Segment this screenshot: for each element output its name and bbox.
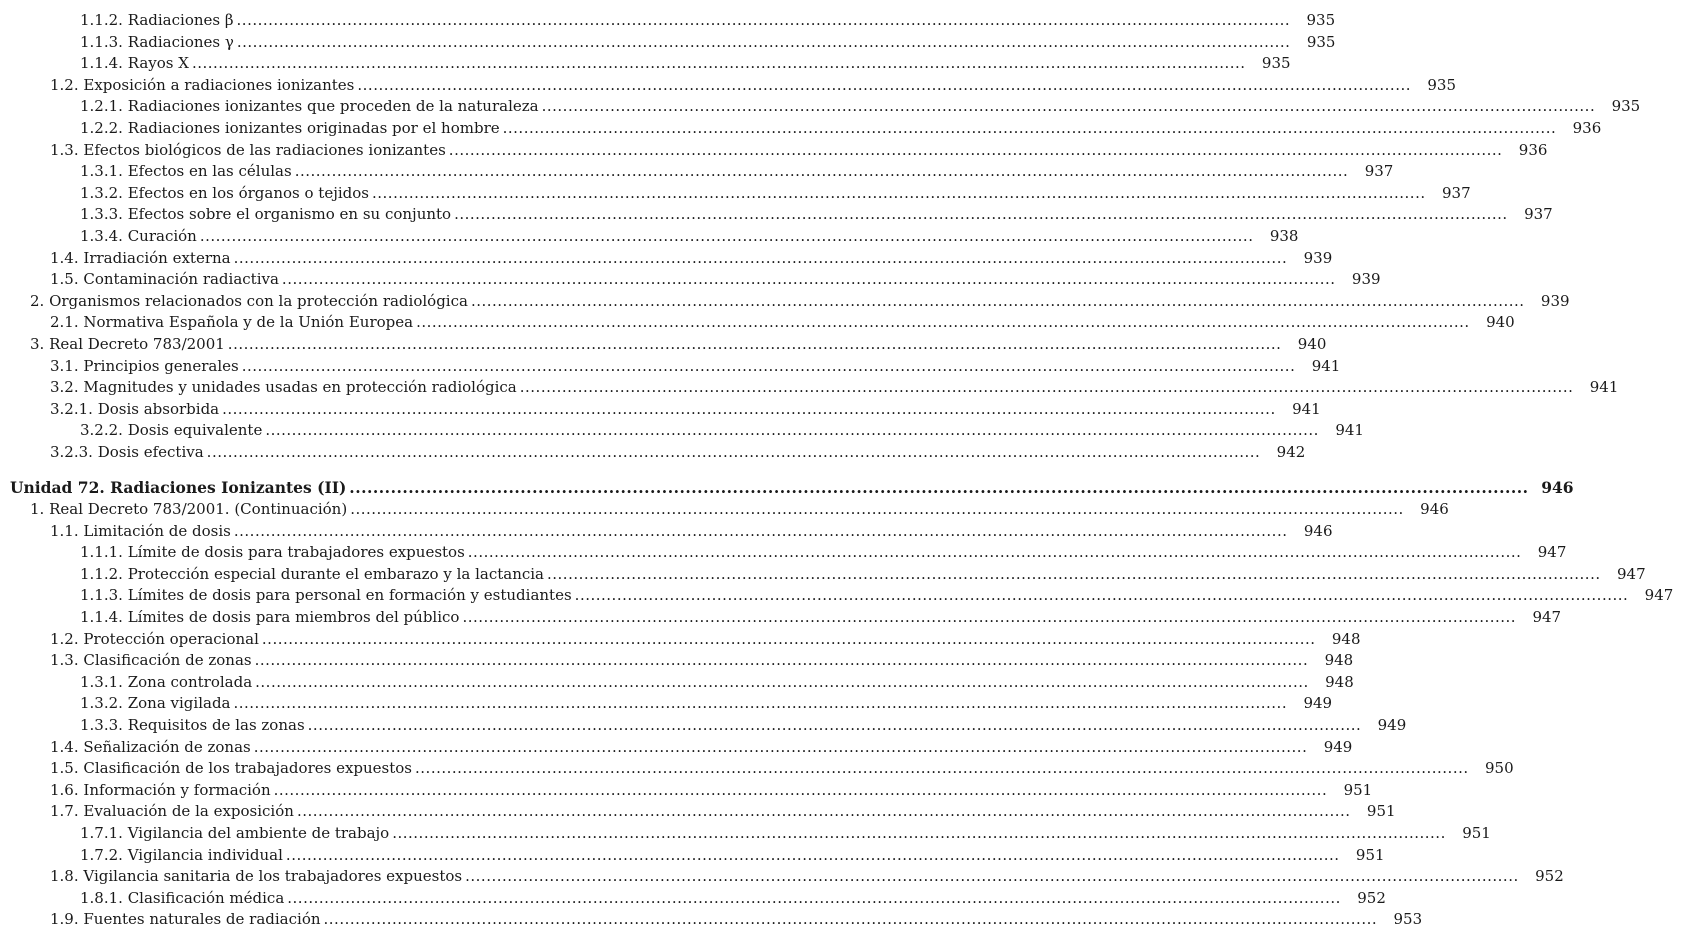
toc-entry: [0, 823, 1491, 845]
dot-leader: [542, 96, 1596, 118]
toc-entry-title: 3.2.1. Dosis absorbida: [50, 399, 220, 418]
toc-page-number: 935: [1261, 54, 1291, 73]
toc-entry: [0, 53, 1291, 75]
dot-leader: [415, 758, 1469, 780]
dot-leader: [392, 823, 1446, 845]
toc-page-number: 940: [1297, 334, 1327, 353]
toc-page-number: 942: [1276, 442, 1306, 461]
toc-page-number: 946: [1541, 478, 1574, 498]
toc-page-number: 941: [1311, 356, 1341, 375]
dot-leader: [237, 32, 1291, 54]
toc-entry-title: 1.1.1. Límite de dosis para trabajadores expuestos: [80, 543, 465, 562]
dot-leader: [503, 118, 1557, 140]
toc-entry: [0, 312, 1515, 334]
toc-entry-title: 1.1.3. Límites de dosis para personal en formación y estudiantes: [80, 586, 572, 605]
toc-entry-title: 1.6. Información y formación: [50, 780, 271, 799]
dot-leader: [308, 715, 1362, 737]
toc-entry-title: 3.2.2. Dosis equivalente: [80, 421, 263, 440]
toc-entry: [0, 291, 1570, 313]
toc-page-number: 935: [1306, 11, 1336, 29]
toc-entry-title: 1.1.4. Límites de dosis para miembros del público: [80, 608, 460, 627]
dot-leader: [237, 10, 1291, 32]
toc-page-number: 941: [1292, 399, 1321, 418]
toc-page-number: 948: [1325, 672, 1354, 691]
toc-page-number: 951: [1462, 823, 1491, 842]
dot-leader: [547, 564, 1601, 586]
toc-entry-title: 1.3.3. Requisitos de las zonas: [80, 716, 305, 734]
toc-page-number: 947: [1644, 586, 1674, 605]
dot-leader: [282, 269, 1336, 291]
dot-leader: [234, 248, 1288, 270]
toc-page-number: 936: [1518, 140, 1548, 159]
toc-entry: [0, 248, 1333, 270]
toc-entry-title: 1.1.2. Radiaciones β: [80, 11, 234, 29]
toc-entry: [0, 585, 1674, 607]
toc-page-number: 949: [1323, 737, 1353, 756]
toc-page-number: 952: [1357, 888, 1386, 907]
unit-heading-entry: [0, 477, 1574, 499]
toc-page-number: 939: [1303, 248, 1333, 267]
toc-page-number: 947: [1616, 564, 1646, 583]
toc-entry-title: 3.2. Magnitudes y unidades usadas en protección radiológica: [50, 378, 517, 397]
toc-entry-title: 1.1. Limitación de dosis: [50, 521, 231, 540]
toc-entry: [0, 161, 1394, 183]
toc-page-number: 936: [1572, 118, 1602, 137]
toc-entry: [0, 118, 1602, 140]
toc-entry-title: 1.3.4. Curación: [80, 226, 197, 245]
toc-entry-title: 1.4. Señalización de zonas: [50, 737, 251, 756]
toc-page-number: 952: [1535, 867, 1564, 886]
toc-entry-title: 1.7.2. Vigilancia individual: [80, 845, 283, 864]
dot-leader: [520, 377, 1574, 399]
toc-page-number: 935: [1427, 75, 1457, 94]
toc-entry-title: 1.7.1. Vigilancia del ambiente de trabajo: [80, 823, 390, 842]
toc-entry-title: 1.8. Vigilancia sanitaria de los trabajadores expuestos: [50, 867, 463, 886]
dot-leader: [357, 75, 1411, 97]
toc-entry-title: 1. Real Decreto 783/2001. (Continuación): [30, 500, 348, 519]
toc-entry-title: 1.4. Irradiación externa: [50, 248, 231, 267]
toc-entry-title: 1.2. Protección operacional: [50, 629, 259, 648]
dot-leader: [262, 629, 1316, 651]
toc-page-number: 948: [1324, 651, 1354, 670]
toc-page-number: 949: [1377, 716, 1407, 734]
toc-page-number: 951: [1343, 780, 1373, 799]
toc-entry: [0, 269, 1381, 291]
dot-leader: [192, 53, 1246, 75]
toc-entry: [0, 204, 1553, 226]
dot-leader: [295, 161, 1349, 183]
toc-entry: [0, 442, 1306, 464]
dot-leader: [255, 672, 1309, 694]
toc-entry: [0, 399, 1321, 421]
toc-entry-title: 1.5. Clasificación de los trabajadores expuestos: [50, 759, 413, 778]
dot-leader: [255, 650, 1309, 672]
toc-entry: [0, 780, 1373, 802]
toc-page-number: 939: [1540, 291, 1570, 310]
dot-leader: [207, 442, 1261, 464]
toc-entry-title: 1.2.1. Radiaciones ionizantes que proceden de la naturaleza: [80, 97, 539, 116]
toc-entry: [0, 564, 1646, 586]
toc-entry-title: 1.3.3. Efectos sobre el organismo en su conjunto: [80, 205, 452, 224]
toc-entry: [0, 96, 1641, 118]
toc-entry-title: 1.2. Exposición a radiaciones ionizantes: [50, 75, 355, 94]
dot-leader: [286, 845, 1340, 867]
table-of-contents: [0, 10, 1674, 931]
toc-entry-title: 2. Organismos relacionados con la protección radiológica: [30, 291, 468, 310]
toc-entry-title: 1.1.3. Radiaciones γ: [80, 32, 234, 51]
toc-page-number: 946: [1303, 521, 1333, 540]
toc-entry: [0, 801, 1396, 823]
toc-entry: [0, 672, 1354, 694]
toc-entry: [0, 356, 1341, 378]
toc-entry: [0, 758, 1514, 780]
dot-leader: [350, 499, 1404, 521]
toc-entry-title: 1.3. Clasificación de zonas: [50, 651, 252, 670]
toc-entry-title: 3.1. Principios generales: [50, 356, 239, 375]
toc-entry-title: 1.8.1. Clasificación médica: [80, 888, 285, 907]
toc-entry-title: 1.3.2. Zona vigilada: [80, 694, 231, 713]
dot-leader: [254, 737, 1308, 759]
dot-leader: [349, 477, 1528, 499]
toc-entry: [0, 909, 1423, 931]
toc-entry-title: 3.2.3. Dosis efectiva: [50, 442, 204, 461]
toc-page-number: 941: [1589, 378, 1619, 397]
toc-entry-title: 1.3.2. Efectos en los órganos o tejidos: [80, 183, 369, 202]
toc-entry-title: 2.1. Normativa Española y de la Unión Europea: [50, 313, 414, 332]
toc-page-number: 937: [1364, 162, 1394, 181]
dot-leader: [265, 420, 1319, 442]
toc-entry: [0, 866, 1564, 888]
toc-entry-title: 1.5. Contaminación radiactiva: [50, 270, 279, 289]
toc-page-number: 947: [1537, 543, 1567, 562]
toc-entry: [0, 737, 1353, 759]
toc-page-number: 951: [1366, 802, 1396, 821]
toc-entry-title: 1.9. Fuentes naturales de radiación: [50, 910, 321, 929]
dot-leader: [324, 909, 1378, 931]
toc-page-number: 939: [1351, 270, 1381, 289]
dot-leader: [297, 801, 1351, 823]
dot-leader: [462, 607, 1516, 629]
toc-entry: [0, 420, 1364, 442]
dot-leader: [468, 542, 1522, 564]
toc-page-number: 935: [1306, 32, 1336, 51]
toc-entry: [0, 377, 1619, 399]
dot-leader: [274, 780, 1328, 802]
toc-page-number: 951: [1355, 845, 1385, 864]
dot-leader: [372, 183, 1426, 205]
toc-entry: [0, 75, 1457, 97]
toc-page-number: 935: [1611, 97, 1641, 116]
toc-entry-title: 1.3. Efectos biológicos de las radiaciones ionizantes: [50, 140, 446, 159]
toc-entry-title: 1.3.1. Zona controlada: [80, 672, 253, 691]
toc-entry: [0, 629, 1361, 651]
toc-entry: [0, 226, 1299, 248]
dot-leader: [222, 399, 1276, 421]
toc-page-number: 941: [1335, 421, 1364, 440]
toc-entry: [0, 334, 1327, 356]
toc-entry: [0, 183, 1471, 205]
toc-page-number: 940: [1486, 313, 1515, 332]
toc-entry: [0, 888, 1386, 910]
toc-entry: [0, 715, 1407, 737]
toc-entry: [0, 499, 1449, 521]
toc-entry: [0, 845, 1385, 867]
dot-leader: [575, 585, 1629, 607]
toc-entry: [0, 32, 1336, 54]
toc-page-number: 949: [1303, 694, 1333, 713]
dot-leader: [234, 521, 1288, 543]
toc-page-number: 947: [1532, 608, 1562, 627]
dot-leader: [242, 356, 1296, 378]
toc-entry: [0, 521, 1333, 543]
toc-entry: [0, 542, 1567, 564]
toc-entry-title: 1.3.1. Efectos en las células: [80, 162, 292, 181]
toc-page-number: 948: [1331, 629, 1361, 648]
toc-entry-title: 1.2.2. Radiaciones ionizantes originadas por el hombre: [80, 118, 500, 137]
toc-page-number: 937: [1441, 183, 1471, 202]
toc-entry-title: Unidad 72. Radiaciones Ionizantes (II): [10, 478, 347, 498]
toc-page-number: 946: [1420, 500, 1449, 519]
toc-entry: [0, 693, 1333, 715]
toc-entry-title: 3. Real Decreto 783/2001: [30, 334, 225, 353]
toc-page-number: 938: [1269, 226, 1299, 245]
toc-entry-title: 1.1.2. Protección especial durante el embarazo y la lactancia: [80, 564, 544, 583]
dot-leader: [228, 334, 1282, 356]
dot-leader: [200, 226, 1254, 248]
toc-entry: [0, 650, 1354, 672]
dot-leader: [471, 291, 1525, 313]
dot-leader: [449, 140, 1503, 162]
toc-entry: [0, 607, 1562, 629]
toc-entry-title: 1.7. Evaluación de la exposición: [50, 802, 294, 821]
toc-page-number: 937: [1524, 205, 1553, 224]
dot-leader: [465, 866, 1519, 888]
dot-leader: [454, 204, 1508, 226]
dot-leader: [233, 693, 1287, 715]
toc-page-number: 950: [1485, 759, 1514, 778]
toc-page-number: 953: [1393, 910, 1423, 929]
toc-entry-title: 1.1.4. Rayos X: [80, 54, 189, 73]
toc-entry: [0, 140, 1548, 162]
toc-entry: [0, 10, 1336, 32]
dot-leader: [416, 312, 1470, 334]
dot-leader: [287, 888, 1341, 910]
